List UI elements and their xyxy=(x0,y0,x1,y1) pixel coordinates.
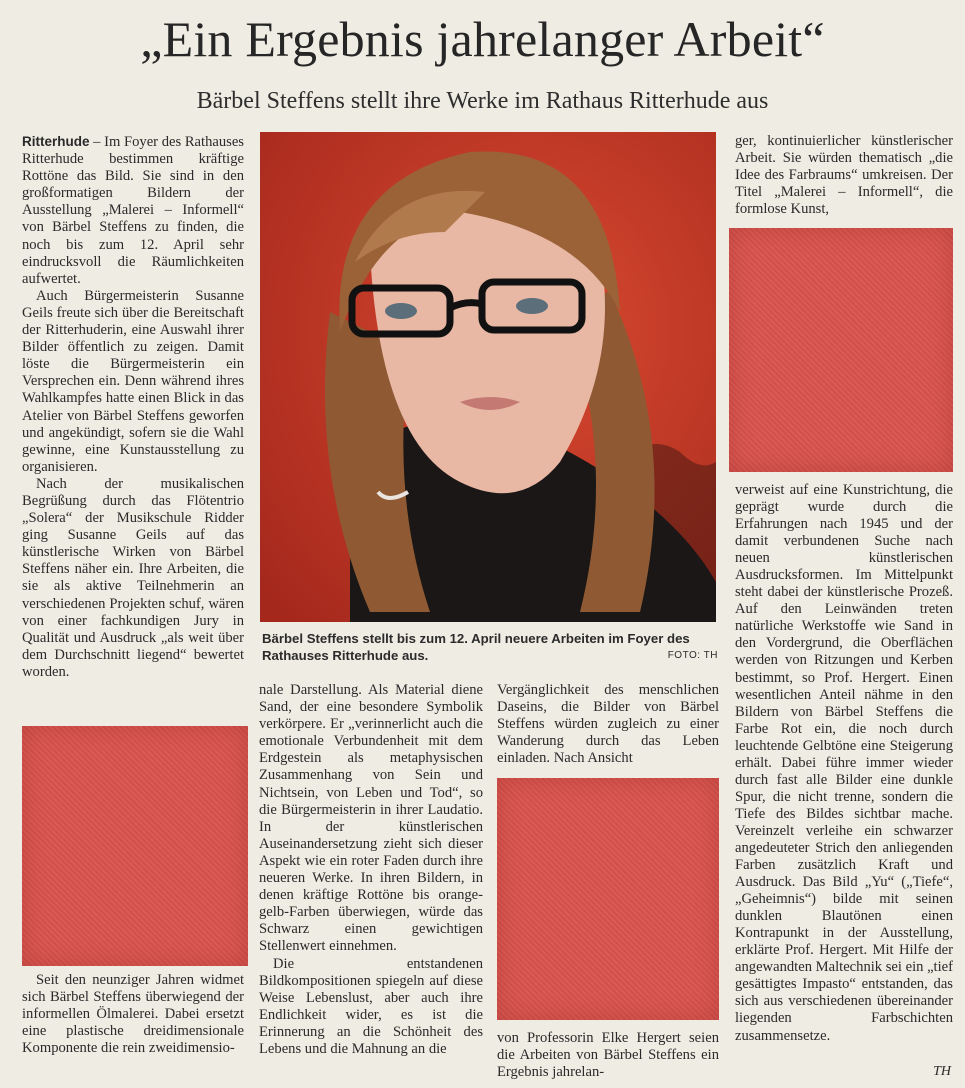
headline: „Ein Ergebnis jahrelanger Arbeit“ xyxy=(140,11,825,67)
photo-credit: FOTO: TH xyxy=(667,650,718,661)
article-column-3 xyxy=(497,682,719,767)
dateline: Ritterhude xyxy=(22,134,90,149)
article-column-1 xyxy=(22,133,244,681)
article-column-2 xyxy=(259,682,483,1058)
paragraph: von Professorin Elke Hergert seien die Arbeiten von Bärbel Steffens ein Ergebnis jahrelan- xyxy=(497,1030,719,1081)
paragraph: Ritterhude – Im Foyer des Rathauses Ritterhude bestimmen kräftige Rottöne das Bild. Sie sind in den großformatigen Bildern der Ausstellung „Malerei – Informell“ von Bärbel Steffens zu finden, die noch bis zum 12. April sehr eindrucksvoll die Räumlichkeiten aufwertet. xyxy=(22,134,244,287)
photo-caption: Bärbel Steffens stellt bis zum 12. April neuere Arbeiten im Foyer des Rathauses Ritterhude aus. FOTO: TH xyxy=(262,631,718,663)
article-column-4 xyxy=(735,133,953,218)
portrait-illustration xyxy=(260,132,716,622)
paragraph: Die entstandenen Bildkompositionen spiegeln auf diese Weise Lebenslust, aber auch ihre Endlichkeit wider, es ist die Erinnerung an die Schönheit des Lebens und die Mahnung an die xyxy=(259,955,483,1057)
paragraph: Vergänglichkeit des menschlichen Daseins, die Bilder von Bärbel Steffens würden zugleich zu einer Wanderung durch das Leben einladen. Nach Ansicht xyxy=(497,682,719,767)
article-column-4-bottom xyxy=(735,482,953,1045)
portrait-photo xyxy=(260,132,716,622)
painting-image xyxy=(22,726,248,966)
paragraph: ger, kontinuierlicher künstlerischer Arbeit. Sie würden thematisch „die Idee des Farbraums“ umkreisen. Der Titel „Malerei – Informell“, die formlose Kunst, xyxy=(735,133,953,218)
article-column-3-bottom xyxy=(497,1030,719,1081)
painting-image xyxy=(497,778,719,1020)
subheadline: Bärbel Steffens stellt ihre Werke im Rathaus Ritterhude aus xyxy=(196,88,769,114)
paragraph: Seit den neunziger Jahren widmet sich Bärbel Steffens überwiegend der informellen Ölmalerei. Dabei ersetzt eine plastische dreidimensionale Komponente die rein zweidimensio- xyxy=(22,972,244,1057)
paragraph: nale Darstellung. Als Material diene Sand, der eine besondere Symbolik verkörpere. Er „verinnerlicht auch die emotionale Verbundenheit mit dem Erdgestein als metaphysischen Zusammenhang von Sein und Nichtsein, von Leben und Tod“, so die Bürgermeisterin in ihrer Laudatio. In der künstlerischen Auseinandersetzung zieht sich dieser Aspekt wie ein roter Faden durch ihre neueren Werke. In ihren Bildern, in denen kräftige Rottöne bis orange-gelb-Farben überwiegen, würde das Schwarz einen gewichtigen Stellenwert einnehmen. xyxy=(259,682,483,955)
author-initials: TH xyxy=(933,1064,951,1079)
paragraph: Auch Bürgermeisterin Susanne Geils freute sich über die Bereitschaft der Ritterhuderin, eine Auswahl ihrer Bilder öffentlich zu zeigen. Damit löste die Bürgermeisterin ein Versprechen ein. Denn während ihres Wahlkampfes hatte einen Blick in das Atelier von Bärbel Steffens geworfen und angekündigt, sofern sie die Wahl gewinne, eine Kunstausstellung zu organisieren. xyxy=(22,287,244,475)
painting-image xyxy=(729,228,953,472)
paragraph: verweist auf eine Kunstrichtung, die geprägt wurde durch die Erfahrungen nach 1945 und der damit verbundenen Suche nach neuen künstlerischen Ausdrucksformen. Im Mittelpunkt steht dabei der künstlerische Prozeß. Auf den Leinwänden treten natürliche Werkstoffe wie Sand in den Vordergrund, die Oberflächen werden von Ritzungen und Kerben bestimmt, so Prof. Hergert. Einen wesentlichen Anteil nähme in den Bildern von Bärbel Steffens die Farbe Rot ein, die noch durch leuchtende Gelbtöne eine Steigerung erhält. Dabei führe immer wieder durch fast alle Bilder eine dunkle Spur, die nicht trenne, sondern die Tiefe des Bildes sichtbar mache. Vereinzelt verleihe ein schwarzer angedeuteter Strich den anliegenden Farben zusätzlich Kraft und Ausdruck. Das Bild „Yu“ („Tiefe“, „Geheimnis“) bilde mit seinen dunklen Blautönen einen Kontrapunkt in der Ausstellung, erklärte Prof. Hergert. Mit Hilfe der angewandten Maltechnik sei ein „tief gesättigtes Impasto“ entstanden, das sich aus verschiedenen übereinander liegenden Farbschichten zusammensetze. xyxy=(735,482,954,1044)
paragraph: Nach der musikalischen Begrüßung durch das Flötentrio „Solera“ der Musikschule Ridder ging Susanne Geils auf das künstlerische Wirken von Bärbel Steffens näher ein. Ihre Arbeiten, die sie als aktive Teilnehmerin an verschiedenen Projekten schuf, wären von einer fachkundigen Jury in Qualität und Ausdruck „als weit über dem Durchschnitt liegend“ bewertet worden. xyxy=(22,475,244,680)
article-column-1-bottom xyxy=(22,972,244,1057)
